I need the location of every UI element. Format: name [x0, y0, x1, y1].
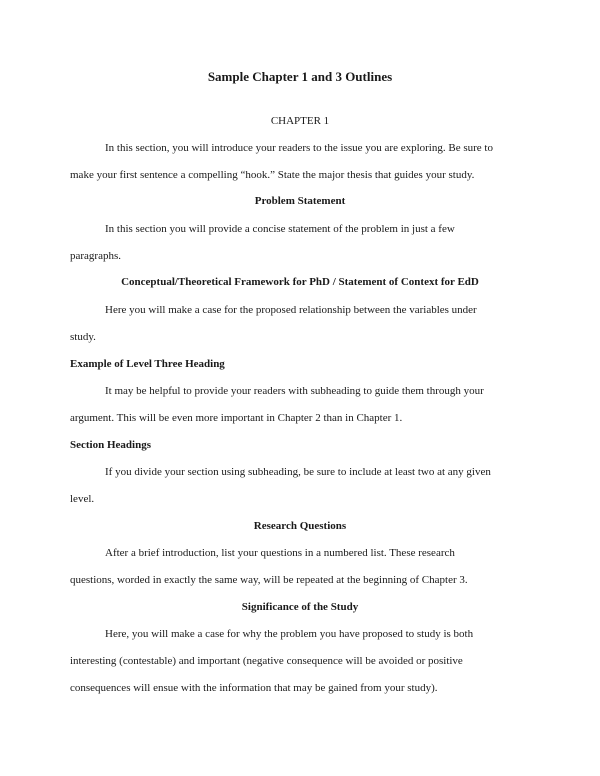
- problem-statement-line-2: paragraphs.: [70, 250, 122, 262]
- chapter-label: CHAPTER 1: [270, 115, 330, 127]
- document-title: Sample Chapter 1 and 3 Outlines: [207, 69, 393, 84]
- intro-line-1: In this section, you will introduce your readers to the issue you are exploring. Be sure to: [105, 142, 493, 154]
- research-questions-line-1: After a brief introduction, list your questions in a numbered list. These research: [105, 547, 455, 559]
- problem-statement-heading: Problem Statement: [254, 195, 346, 207]
- framework-line-2: study.: [70, 331, 96, 343]
- research-questions-heading: Research Questions: [253, 520, 347, 532]
- framework-heading: Conceptual/Theoretical Framework for PhD / Statement of Context for EdD: [121, 276, 479, 288]
- framework-line-1: Here you will make a case for the proposed relationship between the variables under: [105, 304, 477, 316]
- level-three-line-2: argument. This will be even more important in Chapter 2 than in Chapter 1.: [70, 412, 403, 424]
- research-questions-line-2: questions, worded in exactly the same way, will be repeated at the beginning of Chapter 3.: [70, 574, 468, 586]
- significance-heading: Significance of the Study: [241, 601, 359, 613]
- section-headings-heading: Section Headings: [70, 439, 151, 451]
- significance-line-3: consequences will ensue with the information that may be gained from your study).: [70, 682, 438, 694]
- level-three-heading: Example of Level Three Heading: [70, 358, 225, 370]
- problem-statement-line-1: In this section you will provide a concise statement of the problem in just a few: [105, 223, 455, 235]
- section-headings-line-2: level.: [70, 493, 95, 505]
- intro-line-2: make your first sentence a compelling “hook.” State the major thesis that guides your study.: [70, 169, 475, 181]
- level-three-line-1: It may be helpful to provide your readers with subheading to guide them through your: [105, 385, 484, 397]
- section-headings-line-1: If you divide your section using subheading, be sure to include at least two at any given: [105, 466, 491, 478]
- significance-line-2: interesting (contestable) and important (negative consequence will be avoided or positive: [70, 655, 463, 667]
- significance-line-1: Here, you will make a case for why the problem you have proposed to study is both: [105, 628, 474, 640]
